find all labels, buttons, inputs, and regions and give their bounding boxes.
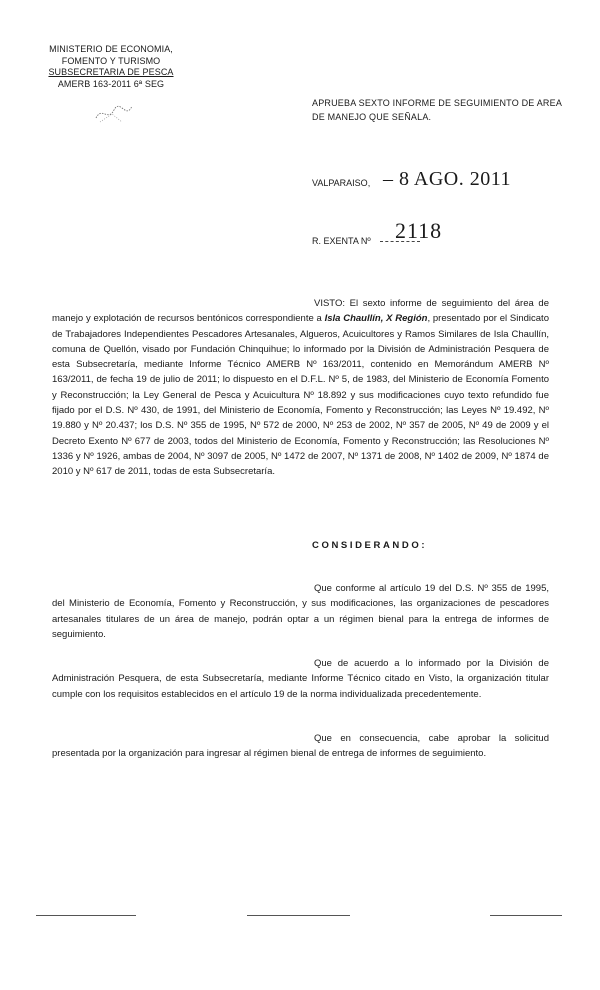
document-subject: APRUEBA SEXTO INFORME DE SEGUIMIENTO DE AREA DE MANEJO QUE SEÑALA.	[312, 98, 562, 122]
place-label: VALPARAISO,	[312, 178, 371, 188]
letterhead-subsecretaria: SUBSECRETARIA DE PESCA	[48, 67, 174, 78]
considerando-paragraph-2: Que de acuerdo a lo informado por la División de Administración Pesquera, de esta Subsecretaría, mediante Informe Técnico citado en Visto, la organización titular cumple con los requisitos establecidos en el artículo 19 de la norma individualizada precedentemente.	[52, 658, 549, 700]
visto-sector-name: Isla Chaullín, X Región	[324, 313, 428, 325]
resolution-number-underline	[380, 241, 420, 242]
letterhead-reference: AMERB 163-2011 6ª SEG	[57, 78, 165, 89]
resolution-number: 2118	[395, 218, 443, 243]
footer-rule-center	[247, 915, 350, 916]
initials-mark	[92, 100, 136, 126]
visto-text-1: VISTO: El sexto informe de seguimiento del área de manejo y explotación de recursos bentónicos correspondiente a	[52, 298, 549, 325]
letterhead-ministry-2: FOMENTO Y TURISMO	[61, 55, 161, 66]
footer-rule-right	[490, 915, 562, 916]
letterhead	[46, 44, 176, 90]
considerando-heading: CONSIDERANDO:	[312, 540, 428, 551]
resolution-label: R. EXENTA Nº	[312, 236, 371, 246]
date-stamp: – 8 AGO. 2011	[383, 168, 511, 190]
footer-rule-left	[36, 915, 136, 916]
letterhead-ministry: MINISTERIO DE ECONOMIA,	[49, 44, 173, 54]
visto-paragraph	[52, 296, 549, 480]
considerando-paragraph-1: Que conforme al artículo 19 del D.S. Nº 355 de 1995, del Ministerio de Economía, Fomento y Reconstrucción, y sus modificaciones, las organizaciones de pescadores artesanales titulares de un área de manejo, podrán optar a un régimen bienal para la entrega de informes de seguimiento.	[52, 583, 549, 640]
visto-text-2: , presentado por el Sindicato de Trabajadores Independientes Pescadores Artesanales, Algueros, Acuicultores y Ramos Similares de Isla Chaullín, comuna de Quellón, visado por Fundación Chinquihue; lo informado por la División de Administración Pesquera de esta Subsecretaría, mediante Informe Técnico AMERB Nº 163/2011, contenido en Memorándum AMERB Nº 163/2011, de fecha 19 de julio de 2011; lo dispuesto en el D.F.L. Nº 5, de 1983, del Ministerio de Economía Fomento y Reconstrucción; la Ley General de Pesca y Acuicultura Nº 18.892 y sus modificaciones cuyo texto refundido fue fijado por el D.S. Nº 430, de 1991, del Ministerio de Economía, Fomento y Reconstrucción; las Leyes Nº 19.492, Nº 19.880 y Nº 20.437; los D.S. Nº 355 de 1995, Nº 572 de 2000, Nº 253 de 2002, Nº 357 de 2005, Nº 49 de 2009 y el Decreto Exento Nº 677 de 2003, todos del Ministerio de Economía, Fomento y Reconstrucción; las Resoluciones Nº 1336 y Nº 1926, ambas de 2004, Nº 3097 de 2005, Nº 1472 de 2007, Nº 1371 de 2008, Nº 1402 de 2009, Nº 1874 de 2010 y Nº 617 de 2011, todas de esta Subsecretaría.	[52, 313, 549, 478]
considerando-paragraph-3: Que en consecuencia, cabe aprobar la solicitud presentada por la organización para ingresar al régimen bienal de entrega de informes de seguimiento.	[52, 733, 549, 760]
